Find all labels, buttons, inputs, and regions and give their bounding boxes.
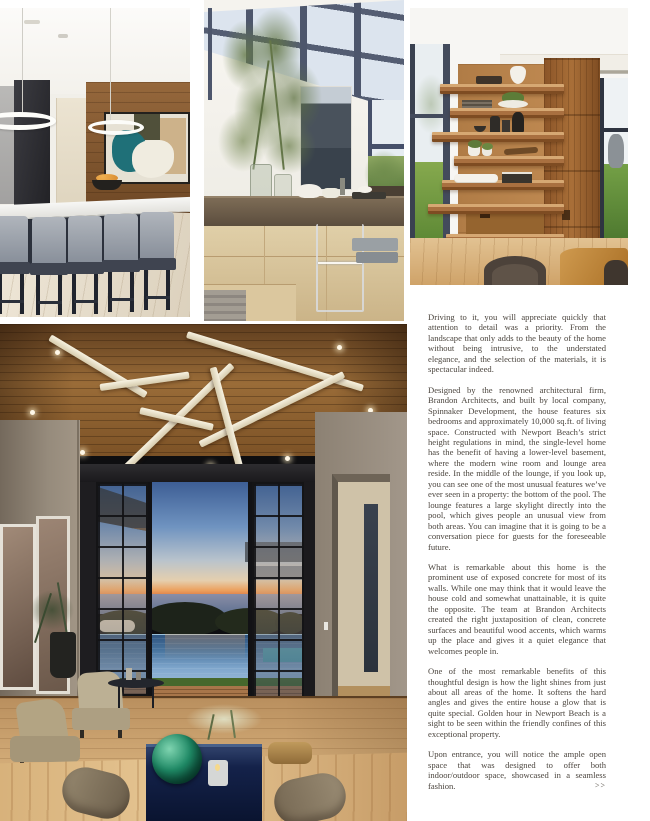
shelf-slab [454, 156, 564, 166]
counter-tray [352, 192, 386, 199]
recessed-light [337, 345, 342, 350]
books [502, 172, 532, 183]
bar-stool [138, 212, 176, 310]
article-paragraph: Driving to it, you will appreciate quickly that attention to detail was a priority. From the landscape that only adds to the beauty of the home without being intrusive, to the understated elegance, and the selection of the materials, it is spectacular indeed. [428, 312, 606, 375]
article-paragraph: One of the most remarkable benefits of this thoughtful design is how the light shines from just about all areas of the home. It softens the hard angles and gives the entire house a glow that is quite special. Golden hour in Newport Beach is a sight to be seen within the friendly confines of this exceptional property. [428, 666, 606, 739]
dark-tray [476, 76, 502, 84]
dark-vase [512, 112, 524, 132]
photo-detail-shape [30, 590, 74, 630]
recessed-light [30, 410, 35, 415]
photo-detail-shape [130, 272, 134, 312]
article-paragraph: Designed by the renowned architectural firm, Brandon Architects, and built by local company, Spinnaker Development, the house features six bedrooms and approximately 10,000 sq.ft. of living space. Constructed with Newport Beach’s strict height regulations in mind, the single-level home has the benefit of having a lower-level basement, where the modern wine room and lounge area reside. In the middle of the lounge, if you look up, you can see one of the most unusual features we’ve ever seen in a property: the bottom of the pool. The lounge features a large skylight directly into the pool, which gives people an unusual view from both areas. You can imagine that it is going to be a conversation piece for guests for the foreseeable future. [428, 384, 606, 552]
paragraph-text: Upon entrance, you will notice the ample open space that was designed to offer both indoor/outdoor space, showcased in a seamless fashion. [428, 749, 606, 791]
photo-detail-shape [118, 730, 122, 738]
photo-detail-shape [68, 216, 102, 264]
photo-detail-shape [58, 34, 68, 38]
coral-sculpture [454, 174, 498, 182]
right-window [600, 78, 628, 238]
photo-detail-shape [104, 214, 138, 262]
photo-detail-shape [492, 264, 538, 285]
continuation-marker: >> [594, 780, 606, 790]
photo-detail-shape [482, 143, 493, 150]
candle-votive [208, 760, 228, 786]
article-text-column [428, 312, 606, 791]
photo-detail-shape [410, 114, 450, 118]
door-post [248, 482, 252, 698]
photo-detail-shape [215, 764, 220, 771]
photo-detail-shape [32, 217, 66, 265]
bar-stool [30, 217, 68, 315]
photo-detail-shape [152, 686, 154, 708]
photo-detail-shape [138, 258, 176, 270]
ring-pendant-light [88, 120, 144, 135]
photo-kitchen [0, 8, 190, 317]
bar-stool [0, 216, 30, 314]
dining-chair [484, 256, 546, 285]
recessed-light [55, 350, 60, 355]
glass-door-right [252, 482, 304, 698]
shelf-slab [432, 132, 564, 142]
white-plate [498, 100, 528, 108]
photo-detail-shape [72, 274, 76, 314]
photo-detail-shape [74, 300, 98, 303]
photo-detail-shape [318, 262, 362, 264]
photo-detail-shape [118, 686, 120, 708]
photo-detail-shape [0, 262, 30, 274]
photo-detail-shape [165, 634, 245, 678]
shelf-slab [428, 204, 564, 214]
dark-vase [490, 116, 500, 132]
light-switch [324, 622, 328, 630]
photo-detail-shape [364, 504, 378, 672]
photo-detail-shape [136, 672, 141, 680]
photo-detail-shape [36, 275, 40, 315]
photo-detail-shape [600, 128, 628, 132]
photo-detail-shape [20, 274, 24, 314]
photo-detail-shape [358, 186, 372, 193]
gray-box [356, 252, 398, 263]
photo-detail-shape [0, 216, 28, 264]
counter-object [296, 184, 322, 198]
photo-detail-shape [410, 44, 415, 238]
dining-chair [604, 260, 628, 285]
photo-detail-shape [0, 300, 24, 303]
kitchen-doorway [56, 98, 87, 206]
dark-vase [502, 120, 510, 132]
hallway-opening [332, 474, 390, 722]
photo-detail-shape [10, 736, 80, 762]
green-glass-orb [152, 734, 202, 784]
photo-detail-shape [58, 275, 62, 315]
photo-living-room [0, 324, 407, 821]
photo-detail-shape [146, 296, 170, 299]
kitchen-dark-wall [14, 80, 50, 206]
photo-detail-shape [600, 164, 628, 238]
recessed-light [285, 456, 290, 461]
table-flowers [186, 704, 262, 734]
photo-detail-shape [66, 262, 104, 274]
door-jamb [78, 482, 96, 696]
door-post [148, 482, 152, 696]
photo-detail-shape [468, 140, 482, 148]
recessed-light [80, 450, 85, 455]
books [462, 100, 492, 108]
window-frame [208, 8, 212, 100]
photo-detail-shape [38, 301, 62, 304]
photo-vanity [204, 0, 404, 321]
bar-stool [102, 214, 140, 312]
gold-box [268, 742, 312, 764]
pendant-cable [22, 8, 23, 116]
door-header [56, 464, 324, 482]
photo-shelving [410, 8, 628, 285]
photo-detail-shape [94, 274, 98, 314]
photo-detail-shape [126, 668, 132, 680]
glass-door-left [96, 482, 148, 696]
photo-detail-shape [340, 178, 345, 195]
outdoor-sculpture [608, 134, 624, 168]
photo-detail-shape [110, 298, 134, 301]
photo-detail-shape [140, 212, 174, 260]
article-paragraph: What is remarkable about this home is the prominent use of exposed concrete for most of its walls. While one may think that it would leave the house cold and somewhat unattainable, it is quite the opposite. The team at Brandon Architects created the right juxtaposition of clean, concrete surfaces and beautiful wood accents, which warms up the place and gives it a quiet elegance that welcomes people in. [428, 561, 606, 656]
stacked-books [204, 290, 246, 321]
vanity-counter [204, 196, 404, 228]
shelf-slab [450, 108, 564, 118]
bar-stool [66, 216, 104, 314]
photo-detail-shape [102, 260, 140, 272]
pendant-cable [110, 8, 111, 124]
photo-detail-shape [30, 263, 68, 275]
photo-detail-shape [480, 214, 490, 218]
photo-detail-shape [108, 272, 112, 312]
photo-detail-shape [368, 144, 404, 149]
photo-detail-shape [600, 78, 604, 238]
gray-box [352, 238, 398, 251]
article-paragraph [428, 749, 606, 791]
shelf-slab [440, 84, 564, 94]
photo-detail-shape [144, 270, 148, 310]
photo-detail-shape [24, 20, 40, 24]
photo-detail-shape [0, 274, 2, 314]
photo-detail-shape [166, 270, 170, 310]
counter-object [322, 188, 340, 198]
